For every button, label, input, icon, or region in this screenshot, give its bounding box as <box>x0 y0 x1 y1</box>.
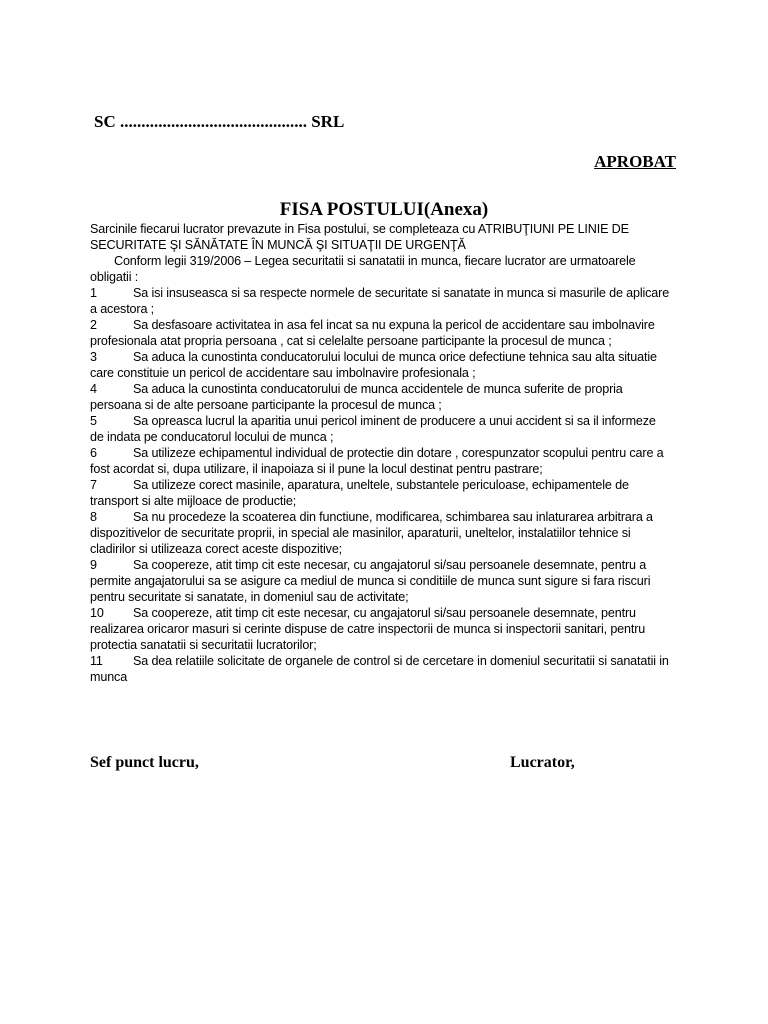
signature-supervisor: Sef punct lucru, <box>90 754 199 771</box>
law-paragraph: Conform legii 319/2006 – Legea securitatii si sanatatii in munca, fiecare lucrator are urmatoarele obligatii : <box>90 254 636 284</box>
obligation-number: 7 <box>90 478 97 492</box>
obligation-item <box>90 285 670 317</box>
obligation-item <box>90 381 670 413</box>
obligation-number: 1 <box>90 286 97 300</box>
obligation-number: 10 <box>90 606 104 620</box>
obligation-item <box>90 509 670 557</box>
obligation-text: Sa isi insuseasca si sa respecte normele de securitate si sanatate in munca si masurile de aplicare a acestora ; <box>90 286 670 316</box>
obligation-number: 11 <box>90 654 103 668</box>
obligation-text: Sa coopereze, atit timp cit este necesar, cu angajatorul si/sau persoanele desemnate, pentru a permite angajatorului sa se asigure ca mediul de munca si conditiile de munca sunt sigure si fara riscuri pentru securitate si sanatate, in domeniul sau de activitate; <box>90 558 651 604</box>
obligation-number: 6 <box>90 446 97 460</box>
obligation-item <box>90 349 670 381</box>
obligation-text: Sa coopereze, atit timp cit este necesar, cu angajatorul si/sau persoanele desemnate, pentru realizarea oricaror masuri si cerinte dispuse de catre inspectorii de munca si inspectorii sanitari, pentru protectia sanatatii si securitatii lucratorilor; <box>90 606 646 652</box>
obligation-text: Sa opreasca lucrul la aparitia unui pericol iminent de producere a unui accident si sa il informeze de indata pe conducatorul locului de munca ; <box>90 414 656 444</box>
obligation-item <box>90 445 670 477</box>
obligations-list <box>90 285 670 685</box>
obligation-number: 9 <box>90 558 97 572</box>
obligation-item <box>90 477 670 509</box>
approved-label: APROBAT <box>594 152 676 171</box>
intro-paragraph: Sarcinile fiecarui lucrator prevazute in Fisa postului, se completeaza cu ATRIBUŢIUNI PE LINIE DE SECURITATE ŞI SĂNĂTATE ÎN MUNCĂ ŞI SITUAŢII DE URGENŢĂ <box>90 222 629 252</box>
obligation-number: 2 <box>90 318 97 332</box>
document-title: FISA POSTULUI(Anexa) <box>279 199 489 220</box>
document-body <box>90 221 670 685</box>
company-line: SC ............................................ SRL <box>94 112 345 131</box>
obligation-item <box>90 317 670 349</box>
obligation-item <box>90 413 670 445</box>
obligation-number: 4 <box>90 382 97 396</box>
obligation-text: Sa dea relatiile solicitate de organele de control si de cercetare in domeniul securitatii si sanatatii in munca <box>90 654 669 684</box>
obligation-item <box>90 605 670 653</box>
obligation-item <box>90 557 670 605</box>
obligation-text: Sa utilizeze echipamentul individual de protectie din dotare , corespunzator scopului pentru care a fost acordat si, dupa utilizare, il inapoiaza si il pune la locul destinat pentru pastrare; <box>90 446 664 476</box>
signature-worker: Lucrator, <box>510 754 575 771</box>
obligation-number: 8 <box>90 510 97 524</box>
obligation-number: 5 <box>90 414 97 428</box>
obligation-text: Sa aduca la cunostinta conducatorului locului de munca orice defectiune tehnica sau alta situatie care constituie un pericol de accidentare sau imbolnavire profesionala ; <box>90 350 657 380</box>
obligation-number: 3 <box>90 350 97 364</box>
obligation-text: Sa utilizeze corect masinile, aparatura, uneltele, substantele periculoase, echipamentele de transport si alte mijloace de productie; <box>90 478 629 508</box>
obligation-text: Sa desfasoare activitatea in asa fel incat sa nu expuna la pericol de accidentare sau imbolnavire profesionala atat propria persoana , cat si celelalte persoane participante la procesul de munca ; <box>90 318 655 348</box>
obligation-text: Sa aduca la cunostinta conducatorului de munca accidentele de munca suferite de propria persoana si de alte persoane participante la procesul de munca ; <box>90 382 623 412</box>
obligation-text: Sa nu procedeze la scoaterea din functiune, modificarea, schimbarea sau inlaturarea arbitrara a dispozitivelor de securitate proprii, in special ale masinilor, aparaturii, uneltelor, instalatiilor tehnice si cladirilor si utilizeaza corect aceste dispozitive; <box>90 510 653 556</box>
obligation-item <box>90 653 670 685</box>
